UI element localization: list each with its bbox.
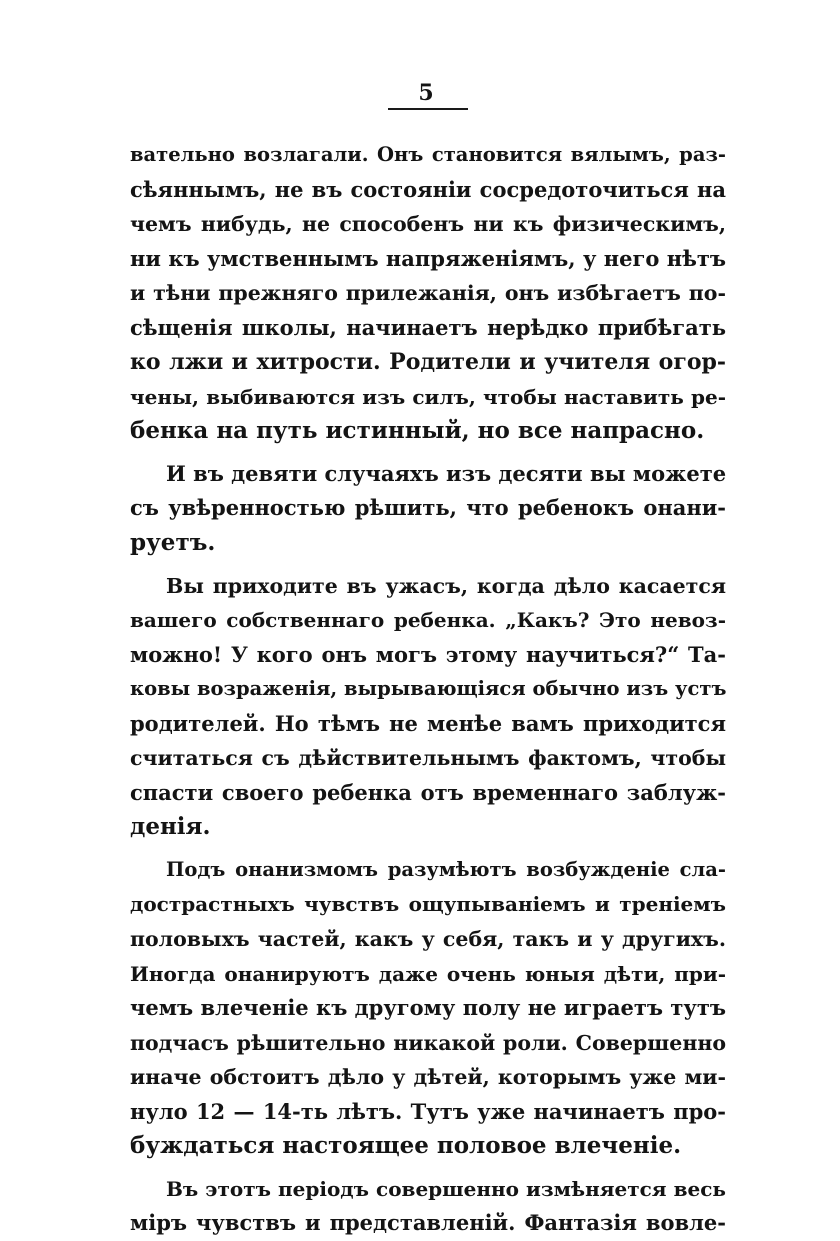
text-line: половыхъ частей, какъ у себя, такъ и у другихъ. xyxy=(130,927,726,952)
text-line: нуло 12 — 14-ть лѣтъ. Тутъ уже начинаетъ про- xyxy=(130,1098,726,1124)
text-line: ни къ умственнымъ напряженіямъ, у него нѣтъ xyxy=(130,245,726,271)
text-line: вашего собственнаго ребенка. „Какъ? Это невоз- xyxy=(130,608,726,633)
paragraph-2 xyxy=(130,457,726,561)
body-text xyxy=(130,138,726,1241)
text-line: И въ девяти случаяхъ изъ десяти вы можете xyxy=(166,460,727,486)
text-line: сѣяннымъ, не въ состояніи сосредоточиться на xyxy=(130,176,726,202)
text-line: родителей. Но тѣмъ не менѣе вамъ приходится xyxy=(130,710,726,736)
text-line: считаться съ дѣйствительнымъ фактомъ, чтобы xyxy=(130,746,726,771)
text-line: чены, выбиваются изъ силъ, чтобы наставить ре- xyxy=(130,384,726,409)
header-rule xyxy=(388,108,468,110)
text-line: дострастныхъ чувствъ ощупываніемъ и треніемъ xyxy=(130,892,726,917)
paragraph-5 xyxy=(130,1172,726,1241)
text-line: подчасъ рѣшительно никакой роли. Совершенно xyxy=(130,1030,726,1055)
text-line: чемъ влеченіе къ другому полу не играетъ тутъ xyxy=(130,995,726,1021)
text-line: ковы возраженія, вырывающіяся обычно изъ устъ xyxy=(130,677,727,701)
text-line: вательно возлагали. Онъ становится вялымъ, раз- xyxy=(130,143,726,166)
text-line: сѣщенія школы, начинаетъ нерѣдко прибѣгать xyxy=(130,314,726,340)
paragraph-1 xyxy=(130,138,726,449)
text-line: можно! У кого онъ могъ этому научиться?“ Та- xyxy=(130,641,726,667)
text-line: Подъ онанизмомъ разумѣютъ возбужденіе сла- xyxy=(166,857,726,881)
text-line: Въ этотъ періодъ совершенно измѣняется весь xyxy=(166,1176,726,1201)
text-line: ко лжи и хитрости. Родители и учителя огор- xyxy=(130,349,726,376)
text-line: міръ чувствъ и представленій. Фантазія вовле- xyxy=(130,1210,726,1236)
text-line: буждаться настоящее половое влеченіе. xyxy=(130,1132,682,1160)
text-line: Вы приходите въ ужасъ, когда дѣло касается xyxy=(166,573,726,598)
text-line: Иногда онанируютъ даже очень юныя дѣти, при- xyxy=(130,961,726,986)
text-line: иначе обстоитъ дѣло у дѣтей, которымъ уже ми- xyxy=(130,1065,726,1090)
paragraph-4 xyxy=(130,853,726,1164)
page-number: 5 xyxy=(418,80,434,106)
paragraph-3 xyxy=(130,569,726,845)
text-line: чемъ нибудь, не способенъ ни къ физическимъ, xyxy=(130,212,726,237)
text-line: бенка на путь истинный, но все напрасно. xyxy=(130,417,705,445)
text-line: денія. xyxy=(130,813,211,841)
text-line: спасти своего ребенка отъ временнаго заблуж- xyxy=(130,779,726,805)
text-line: руетъ. xyxy=(130,529,216,557)
text-line: съ увѣренностью рѣшить, что ребенокъ онани- xyxy=(130,495,726,521)
text-line: и тѣни прежняго прилежанія, онъ избѣгаетъ по- xyxy=(130,281,726,306)
